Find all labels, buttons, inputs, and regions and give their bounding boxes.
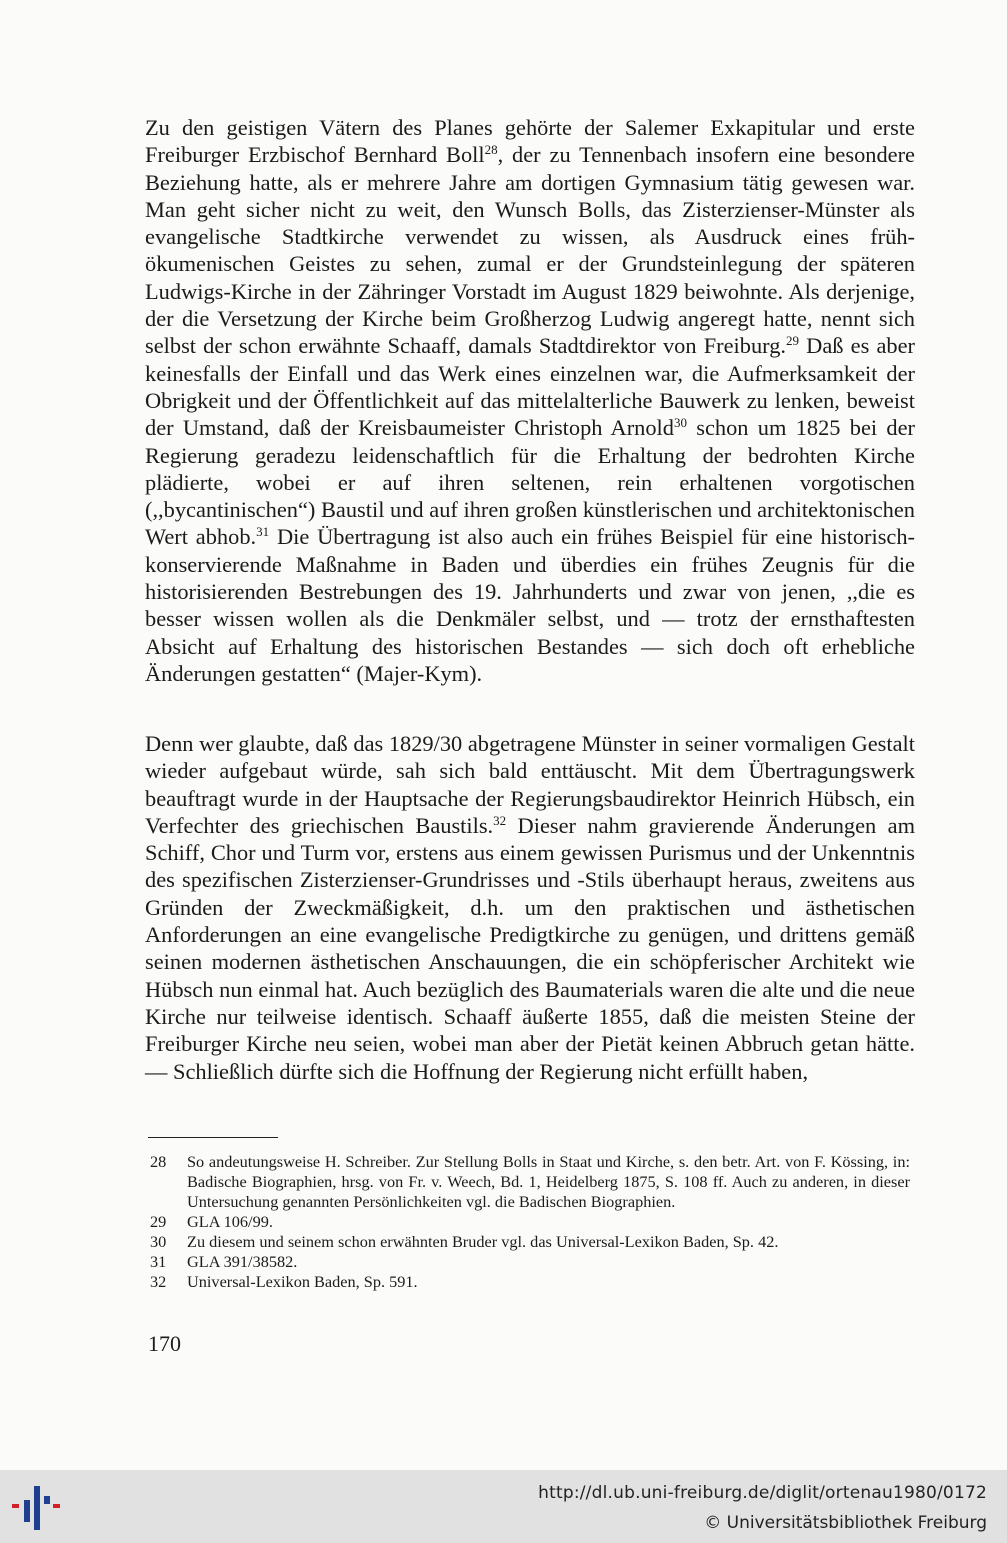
footnote-item (150, 1272, 910, 1292)
footnote-item (150, 1152, 910, 1212)
paragraph-text: Daß es aber keinesfalls der Einfall und das Werk eines einzelnen war, die Aufmerksamkeit der Obrigkeit und der Öffentlichkeit auf das mittelalterliche Bauwerk zu lenken, beweist der Umstand, daß der Kreisbaumeister Christoph Arnold (145, 333, 915, 441)
footnote-number: 31 (150, 1252, 167, 1271)
footnote-ref-32[interactable]: 32 (493, 812, 507, 828)
footnote-number: 30 (150, 1232, 167, 1251)
footnote-item (150, 1212, 910, 1232)
paragraph-text: , der zu Tennenbach insofern eine besondere Beziehung hatte, als er mehrere Jahre am dortigen Gymnasium tätig gewesen war. Man geht sicher nicht zu weit, den Wunsch Bolls, das Zisterzienser-Münster als evangelische Stadtkirche verwendet zu wissen, als Ausdruck eines früh-ökumenischen Geistes zu sehen, zumal er der Grundsteinlegung der späteren Ludwigs-Kirche in der Zähringer Vorstadt im August 1829 beiwohnte. Als derjenige, der die Versetzung der Kirche beim Großherzog Ludwig angeregt hatte, nennt sich selbst der schon erwähnte Schaaff, damals Stadtdirektor von Freiburg. (145, 142, 915, 359)
paragraph-text: schon um 1825 bei der Regierung geradezu leidenschaftlich für die Erhaltung der bedrohten Kirche plädierte, wobei er auf ihren seltenen, rein erhaltenen vorgotischen (,,bycantinischen“) Baustil und auf ihren großen künstlerischen und architektonischen Wert abhob. (145, 415, 916, 550)
footnote-text: So andeutungsweise H. Schreiber. Zur Stellung Bolls in Staat und Kirche, s. den betr. Art. von F. Kössing, in: Badische Biographien, hrsg. von Fr. v. Weech, Bd. 1, Heidelberg 1875, S. 108 ff. Auch zu anderen, in dieser Untersuchung genannten Persönlichkeiten vgl. die Badischen Biographien. (187, 1152, 910, 1211)
footnote-item (150, 1232, 910, 1252)
copyright-notice: © Universitätsbibliothek Freiburg (704, 1513, 987, 1533)
ub-freiburg-logo-icon[interactable] (10, 1482, 64, 1532)
paragraph-text: Denn wer glaubte, daß das 1829/30 abgetragene Münster in seiner vormaligen Gestalt wieder aufgebaut würde, sah sich bald enttäuscht. Mit dem Übertragungswerk beauftragt wurde in der Hauptsache der Regierungsbaudirektor Heinrich Hübsch, ein Verfechter des griechischen Baustils. (145, 731, 915, 838)
paragraph-text: Zu den geistigen Vätern des Planes gehörte der Salemer Exkapitular und erste Freiburger Erzbischof Bernhard Boll (145, 115, 915, 168)
footnote-ref-31[interactable]: 31 (256, 524, 270, 540)
footnote-item (150, 1252, 910, 1272)
footnote-ref-29[interactable]: 29 (786, 333, 800, 349)
footnote-text: GLA 106/99. (187, 1212, 273, 1231)
paragraph-text: Die Übertragung ist also auch ein frühes Beispiel für eine historisch-konservierende Maßnahme in Baden und überdies ein frühes Zeugnis für die historisierenden Bestrebungen des 19. Jahrhunderts und zwar von jenen, ,,die es besser wissen wollen als die Denkmäler selbst, und — trotz der ernsthaftesten Absicht auf Erhaltung des historischen Bestandes — sich doch oft erhebliche Änderungen gestatten“ (Majer-Kym). (145, 524, 915, 686)
footnote-text: Universal-Lexikon Baden, Sp. 591. (187, 1272, 418, 1291)
footnote-number: 28 (150, 1152, 167, 1171)
footnote-text: GLA 391/38582. (187, 1252, 298, 1271)
viewer-footer (0, 1470, 1007, 1543)
footnotes-list (150, 1152, 910, 1292)
footnote-divider (148, 1137, 278, 1138)
paragraph-text: Dieser nahm gravierende Änderungen am Schiff, Chor und Turm vor, erstens aus einem gewissen Purismus und der Unkenntnis des spezifischen Zisterzienser-Grundrisses und -Stils überhaupt heraus, zweitens aus Gründen der Zweckmäßigkeit, d.h. um den praktischen und ästhetischen Anforderungen an eine evangelische Predigtkirche zu genügen, und drittens gemäß seinen modernen ästhetischen Anschauungen, die ein schöpferischer Architekt wie Hübsch nun einmal hat. Auch bezüglich des Baumaterials waren die alte und die neue Kirche nur teilweise identisch. Schaaff äußerte 1855, daß die meisten Steine der Freiburger Kirche neu seien, wobei man aber der Pietät keinen Abbruch getan hätte. — Schließlich dürfte sich die Hoffnung der Regierung nicht erfüllt haben, (145, 812, 915, 1084)
footnote-text: Zu diesem und seinem schon erwähnten Bruder vgl. das Universal-Lexikon Baden, Sp. 42. (187, 1232, 779, 1251)
page-number: 170 (148, 1331, 181, 1356)
footnote-number: 32 (150, 1272, 167, 1291)
footnote-number: 29 (150, 1212, 167, 1231)
permalink-url[interactable]: http://dl.ub.uni-freiburg.de/diglit/ortenau1980/0172 (538, 1483, 987, 1503)
body-paragraph-1 (145, 114, 915, 687)
body-paragraph-2 (145, 730, 915, 1085)
footnote-ref-28[interactable]: 28 (484, 142, 498, 158)
footnote-ref-30[interactable]: 30 (673, 415, 687, 431)
